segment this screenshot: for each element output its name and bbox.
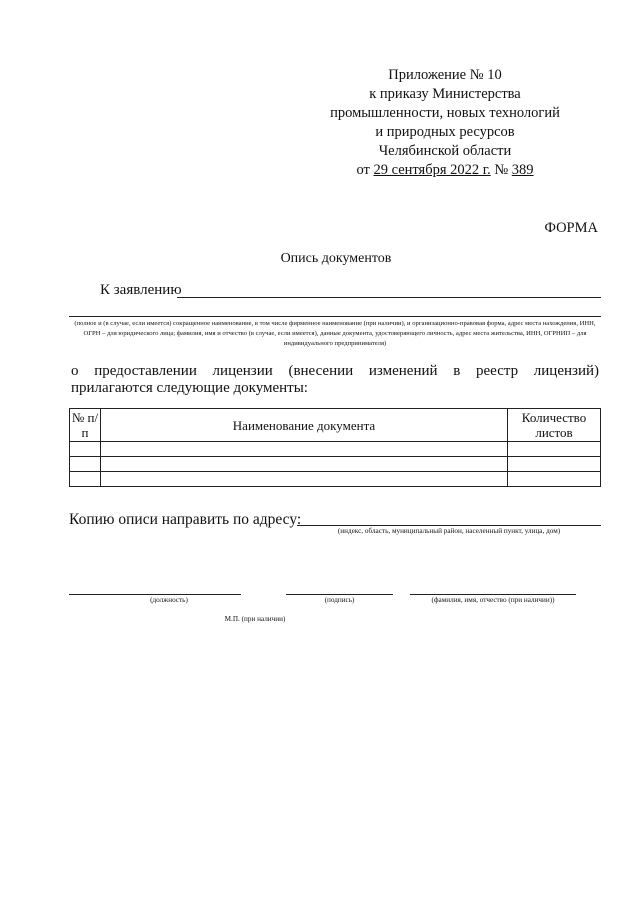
- address-line: [297, 525, 601, 526]
- table-cell[interactable]: [508, 457, 601, 472]
- order-date: 29 сентября 2022 г.: [373, 162, 491, 178]
- table-row: [70, 457, 601, 472]
- appendix-header: [300, 66, 590, 180]
- table-row: [70, 472, 601, 487]
- applicant-hint: (полное и (в случае, если имеется) сокращенное наименование, в том числе фирменное наименование (при наличии), и организационно-правовая форма, адрес места нахождения, ИНН, ОГРН – для юридического лица; фамилия, имя и отчество (в случае, если имеется), данные документа, удостоверяющего личность, адрес места жительства, ИНН, ОГРНИП – для индивидуального предпринимателя): [74, 320, 596, 347]
- application-line: [177, 297, 601, 298]
- appendix-line-3: промышленности, новых технологий: [330, 105, 560, 121]
- signature-hint: (подпись): [324, 596, 355, 604]
- copy-address-label: Копию описи направить по адресу:: [69, 511, 302, 528]
- table-header-row: [70, 409, 601, 442]
- col-number-header: [70, 409, 101, 442]
- appendix-line-2: к приказу Министерства: [369, 86, 521, 102]
- table-cell[interactable]: [100, 457, 507, 472]
- position-line: [69, 594, 241, 595]
- full-name-line: [410, 594, 576, 595]
- table-cell[interactable]: [100, 472, 507, 487]
- signature-line: [286, 594, 393, 595]
- appendix-line-5: Челябинской области: [378, 143, 512, 159]
- table-cell[interactable]: [100, 442, 507, 457]
- full-name-hint: (фамилия, имя, отчество (при наличии)): [431, 596, 555, 604]
- order-number: 389: [511, 162, 534, 178]
- col-count-text: Количество листов: [521, 410, 587, 440]
- table-cell[interactable]: [508, 472, 601, 487]
- appendix-line-4: и природных ресурсов: [375, 124, 515, 140]
- table-cell[interactable]: [70, 457, 101, 472]
- stamp-place: М.П. (при наличии): [224, 615, 286, 623]
- table-cell[interactable]: [508, 442, 601, 457]
- table-cell[interactable]: [70, 472, 101, 487]
- documents-table: [69, 408, 601, 487]
- address-hint: (индекс, область, муниципальный район, населенный пункт, улица, дом): [337, 527, 561, 535]
- number-prefix: №: [490, 162, 512, 178]
- date-prefix: от: [356, 162, 374, 178]
- table-cell[interactable]: [70, 442, 101, 457]
- attached-documents-label: прилагаются следующие документы:: [71, 380, 308, 396]
- document-title: Опись документов: [280, 251, 392, 266]
- position-hint: (должность): [150, 596, 188, 604]
- license-paragraph: о предоставлении лицензии (внесении изменений в реестр лицензий): [71, 363, 599, 379]
- to-application-label: К заявлению: [100, 282, 182, 298]
- table-row: [70, 442, 601, 457]
- appendix-line-1: Приложение № 10: [388, 67, 502, 83]
- col-count-header: [508, 409, 601, 442]
- order-date-line: [300, 161, 590, 180]
- form-label: ФОРМА: [544, 220, 598, 236]
- applicant-line: [69, 316, 601, 317]
- col-name-header: Наименование документа: [100, 409, 507, 442]
- col-number-text: № п/п: [71, 410, 99, 440]
